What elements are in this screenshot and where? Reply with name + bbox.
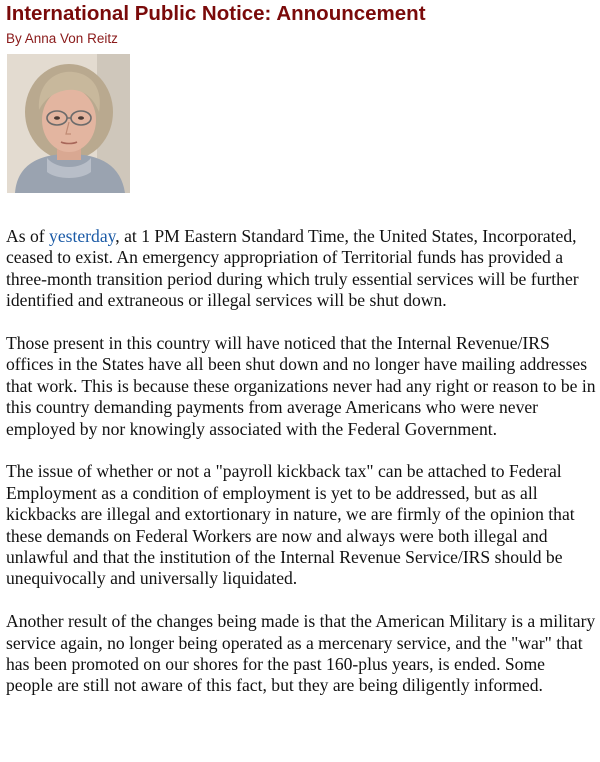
yesterday-link[interactable]: yesterday: [49, 226, 116, 246]
paragraph-3: The issue of whether or not a "payroll kickback tax" can be attached to Federal Employment as a condition of employment is yet to be addressed, but as all kickbacks are illegal and extortionary in nature, we are firmly of the opinion that these demands on Federal Workers are now and always were both illegal and unlawful and that the institution of the Internal Revenue Service/IRS should be unequivocally and universally liquidated.: [6, 461, 575, 589]
paragraph-4: Another result of the changes being made is that the American Military is a military service again, no longer being operated as a mercenary service, and the "war" that has been promoted on our shores for the past 160-plus years, is ended. Some people are still not aware of this fact, but they are being diligently informed.: [6, 611, 596, 696]
paragraph-2: Those present in this country will have noticed that the Internal Revenue/IRS offices in the States have all been shut down and no longer have mailing addresses that work. This is because these organizations never had any right or reason to be in this country demanding payments from average Americans who were never employed by nor knowingly associated with the Federal Government.: [6, 333, 596, 439]
article-title: International Public Notice: Announcement: [6, 2, 426, 25]
article-body: [6, 226, 596, 718]
article-byline: By Anna Von Reitz: [6, 31, 118, 46]
paragraph-1: As of yesterday, at 1 PM Eastern Standard Time, the United States, Incorporated, ceased to exist. An emergency appropriation of Territorial funds has provided a three-month transition period during which truly essential services will be further identified and extraneous or illegal services will be shut down.: [6, 226, 579, 311]
author-photo: [7, 54, 130, 193]
